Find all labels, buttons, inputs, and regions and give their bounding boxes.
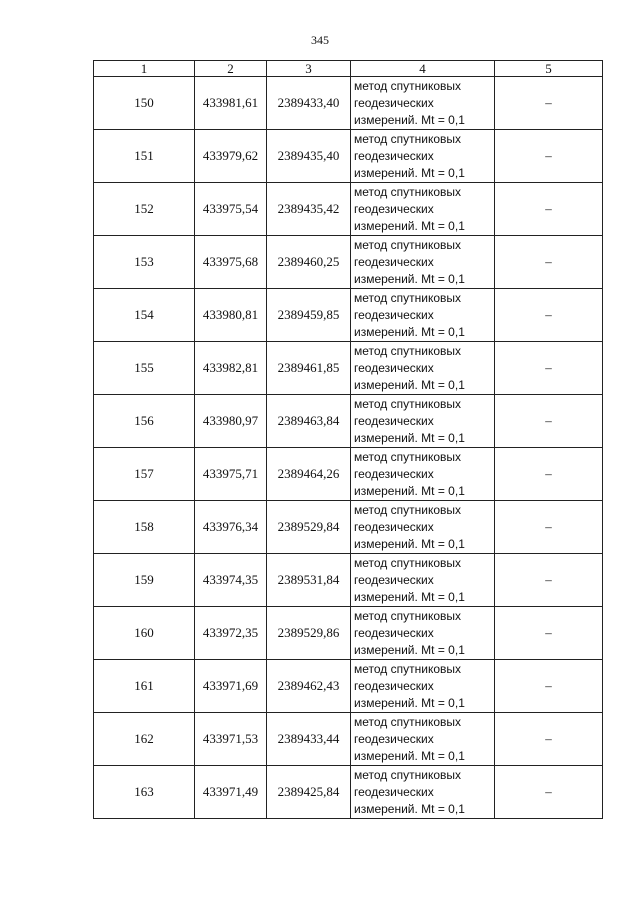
method-line: метод спутниковых bbox=[354, 608, 462, 623]
y-coordinate-cell: 2389462,43 bbox=[267, 660, 351, 713]
method-line: метод спутниковых bbox=[354, 767, 462, 782]
method-cell bbox=[351, 395, 495, 448]
method-cell bbox=[351, 554, 495, 607]
x-coordinate-cell: 433982,81 bbox=[195, 342, 267, 395]
method-cell bbox=[351, 130, 495, 183]
method-line: геодезических bbox=[354, 307, 434, 322]
table-row bbox=[94, 766, 603, 819]
x-coordinate-cell: 433975,54 bbox=[195, 183, 267, 236]
method-line: метод спутниковых bbox=[354, 555, 462, 570]
note-cell: – bbox=[495, 342, 603, 395]
method-line: измерений. Mt = 0,1 bbox=[354, 218, 465, 233]
point-number-cell: 151 bbox=[94, 130, 195, 183]
method-cell bbox=[351, 236, 495, 289]
method-line: геодезических bbox=[354, 148, 434, 163]
point-number-cell: 159 bbox=[94, 554, 195, 607]
method-cell bbox=[351, 607, 495, 660]
method-line: метод спутниковых bbox=[354, 396, 462, 411]
header-row bbox=[94, 61, 603, 77]
y-coordinate-cell: 2389463,84 bbox=[267, 395, 351, 448]
column-header-2: 2 bbox=[195, 61, 267, 77]
point-number-cell: 161 bbox=[94, 660, 195, 713]
x-coordinate-cell: 433975,71 bbox=[195, 448, 267, 501]
method-line: метод спутниковых bbox=[354, 714, 462, 729]
x-coordinate-cell: 433974,35 bbox=[195, 554, 267, 607]
note-cell: – bbox=[495, 395, 603, 448]
table-row bbox=[94, 395, 603, 448]
method-line: геодезических bbox=[354, 413, 434, 428]
method-line: геодезических bbox=[354, 784, 434, 799]
point-number-cell: 154 bbox=[94, 289, 195, 342]
method-line: метод спутниковых bbox=[354, 78, 462, 93]
method-line: измерений. Mt = 0,1 bbox=[354, 165, 465, 180]
method-line: метод спутниковых bbox=[354, 661, 462, 676]
point-number-cell: 153 bbox=[94, 236, 195, 289]
note-cell: – bbox=[495, 766, 603, 819]
y-coordinate-cell: 2389425,84 bbox=[267, 766, 351, 819]
method-cell bbox=[351, 448, 495, 501]
method-cell bbox=[351, 501, 495, 554]
method-line: метод спутниковых bbox=[354, 343, 462, 358]
table-row bbox=[94, 554, 603, 607]
method-line: измерений. Mt = 0,1 bbox=[354, 324, 465, 339]
method-cell bbox=[351, 660, 495, 713]
method-line: метод спутниковых bbox=[354, 449, 462, 464]
point-number-cell: 162 bbox=[94, 713, 195, 766]
note-cell: – bbox=[495, 448, 603, 501]
x-coordinate-cell: 433971,53 bbox=[195, 713, 267, 766]
point-number-cell: 156 bbox=[94, 395, 195, 448]
table-row bbox=[94, 660, 603, 713]
method-cell bbox=[351, 713, 495, 766]
method-line: геодезических bbox=[354, 466, 434, 481]
method-line: метод спутниковых bbox=[354, 237, 462, 252]
method-line: измерений. Mt = 0,1 bbox=[354, 377, 465, 392]
note-cell: – bbox=[495, 289, 603, 342]
method-line: измерений. Mt = 0,1 bbox=[354, 801, 465, 816]
method-cell bbox=[351, 342, 495, 395]
method-line: измерений. Mt = 0,1 bbox=[354, 642, 465, 657]
y-coordinate-cell: 2389433,44 bbox=[267, 713, 351, 766]
table-row bbox=[94, 236, 603, 289]
point-number-cell: 157 bbox=[94, 448, 195, 501]
table-row bbox=[94, 342, 603, 395]
note-cell: – bbox=[495, 130, 603, 183]
table-row bbox=[94, 130, 603, 183]
point-number-cell: 155 bbox=[94, 342, 195, 395]
method-line: метод спутниковых bbox=[354, 184, 462, 199]
y-coordinate-cell: 2389529,84 bbox=[267, 501, 351, 554]
method-line: измерений. Mt = 0,1 bbox=[354, 483, 465, 498]
x-coordinate-cell: 433971,69 bbox=[195, 660, 267, 713]
y-coordinate-cell: 2389529,86 bbox=[267, 607, 351, 660]
x-coordinate-cell: 433981,61 bbox=[195, 77, 267, 130]
point-number-cell: 160 bbox=[94, 607, 195, 660]
note-cell: – bbox=[495, 183, 603, 236]
x-coordinate-cell: 433980,97 bbox=[195, 395, 267, 448]
table-row bbox=[94, 607, 603, 660]
column-header-3: 3 bbox=[267, 61, 351, 77]
x-coordinate-cell: 433972,35 bbox=[195, 607, 267, 660]
method-line: измерений. Mt = 0,1 bbox=[354, 536, 465, 551]
method-line: измерений. Mt = 0,1 bbox=[354, 695, 465, 710]
method-line: метод спутниковых bbox=[354, 290, 462, 305]
method-line: метод спутниковых bbox=[354, 131, 462, 146]
method-cell bbox=[351, 77, 495, 130]
column-header-1: 1 bbox=[94, 61, 195, 77]
note-cell: – bbox=[495, 501, 603, 554]
point-number-cell: 152 bbox=[94, 183, 195, 236]
x-coordinate-cell: 433980,81 bbox=[195, 289, 267, 342]
method-line: геодезических bbox=[354, 201, 434, 216]
x-coordinate-cell: 433975,68 bbox=[195, 236, 267, 289]
table-header bbox=[94, 61, 603, 77]
note-cell: – bbox=[495, 77, 603, 130]
method-line: метод спутниковых bbox=[354, 502, 462, 517]
y-coordinate-cell: 2389464,26 bbox=[267, 448, 351, 501]
y-coordinate-cell: 2389460,25 bbox=[267, 236, 351, 289]
page-number: 345 bbox=[311, 33, 329, 47]
method-line: измерений. Mt = 0,1 bbox=[354, 271, 465, 286]
method-line: измерений. Mt = 0,1 bbox=[354, 748, 465, 763]
method-line: геодезических bbox=[354, 572, 434, 587]
method-line: измерений. Mt = 0,1 bbox=[354, 112, 465, 127]
method-line: геодезических bbox=[354, 360, 434, 375]
method-line: геодезических bbox=[354, 625, 434, 640]
note-cell: – bbox=[495, 554, 603, 607]
y-coordinate-cell: 2389433,40 bbox=[267, 77, 351, 130]
y-coordinate-cell: 2389461,85 bbox=[267, 342, 351, 395]
y-coordinate-cell: 2389531,84 bbox=[267, 554, 351, 607]
note-cell: – bbox=[495, 236, 603, 289]
table-row bbox=[94, 289, 603, 342]
method-line: геодезических bbox=[354, 731, 434, 746]
method-line: геодезических bbox=[354, 95, 434, 110]
table-row bbox=[94, 713, 603, 766]
table-row bbox=[94, 77, 603, 130]
table-row bbox=[94, 448, 603, 501]
method-cell bbox=[351, 289, 495, 342]
y-coordinate-cell: 2389459,85 bbox=[267, 289, 351, 342]
x-coordinate-cell: 433971,49 bbox=[195, 766, 267, 819]
note-cell: – bbox=[495, 713, 603, 766]
method-line: измерений. Mt = 0,1 bbox=[354, 589, 465, 604]
table-row bbox=[94, 501, 603, 554]
y-coordinate-cell: 2389435,40 bbox=[267, 130, 351, 183]
column-header-5: 5 bbox=[495, 61, 603, 77]
method-line: геодезических bbox=[354, 254, 434, 269]
method-cell bbox=[351, 766, 495, 819]
y-coordinate-cell: 2389435,42 bbox=[267, 183, 351, 236]
note-cell: – bbox=[495, 660, 603, 713]
table-body bbox=[94, 77, 603, 819]
column-header-4: 4 bbox=[351, 61, 495, 77]
method-line: геодезических bbox=[354, 519, 434, 534]
note-cell: – bbox=[495, 607, 603, 660]
x-coordinate-cell: 433979,62 bbox=[195, 130, 267, 183]
table-row bbox=[94, 183, 603, 236]
point-number-cell: 163 bbox=[94, 766, 195, 819]
coordinates-table bbox=[93, 60, 603, 819]
method-cell bbox=[351, 183, 495, 236]
method-line: геодезических bbox=[354, 678, 434, 693]
x-coordinate-cell: 433976,34 bbox=[195, 501, 267, 554]
method-line: измерений. Mt = 0,1 bbox=[354, 430, 465, 445]
point-number-cell: 150 bbox=[94, 77, 195, 130]
point-number-cell: 158 bbox=[94, 501, 195, 554]
